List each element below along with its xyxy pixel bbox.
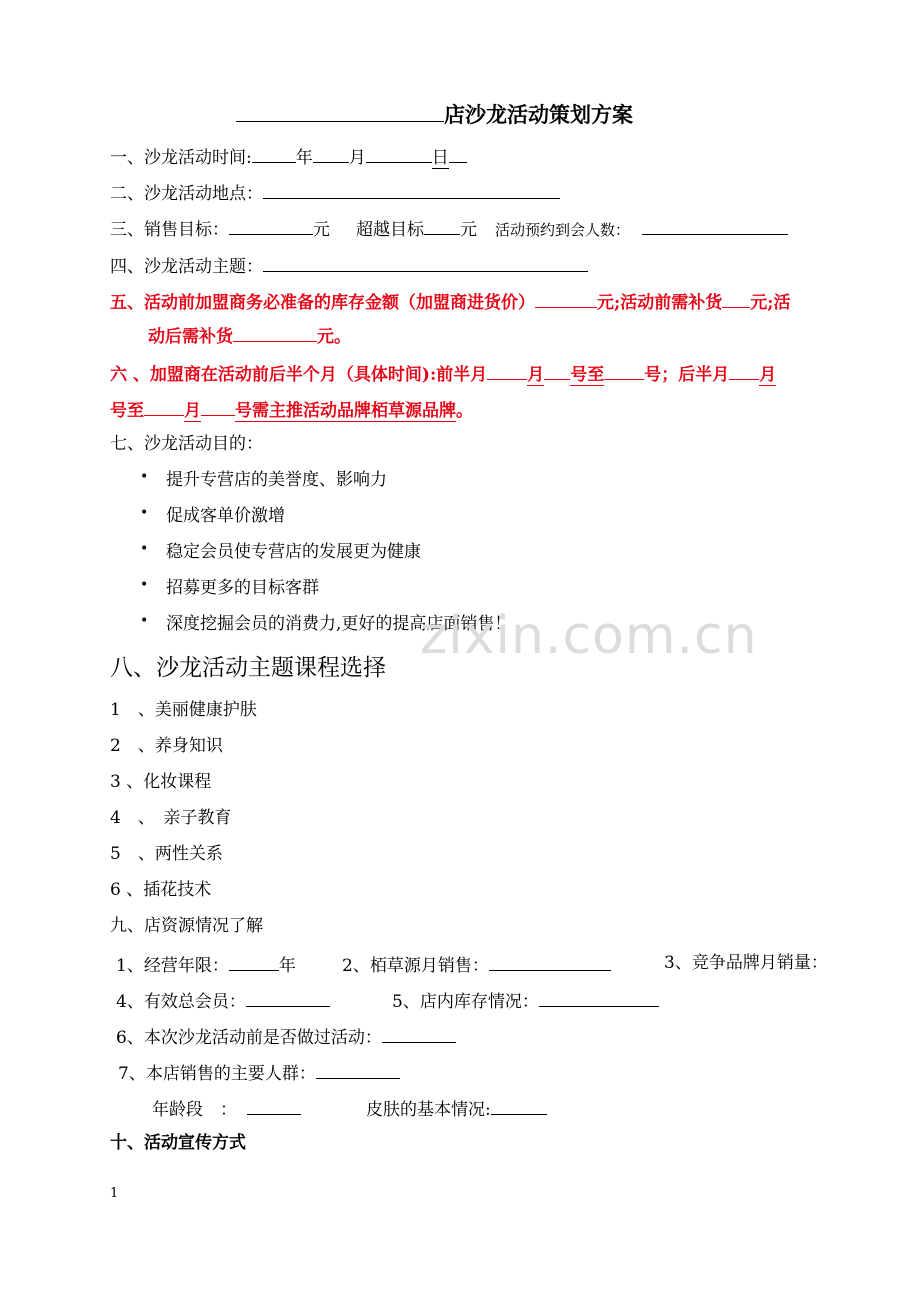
first-half-end-blank	[604, 360, 644, 380]
brand-sales-label: 2、栢草源月销售：	[342, 956, 489, 976]
first-half-to-label: 号至	[570, 365, 605, 385]
skin-label: 皮肤的基本情况:	[366, 1100, 491, 1120]
age-label: 年龄段 ：	[152, 1100, 237, 1120]
goal-item: 稳定会员使专营店的发展更为健康	[166, 542, 421, 562]
members-label: 4、有效总会员：	[116, 992, 246, 1012]
second-half-month-blank	[729, 360, 759, 380]
members-field	[116, 987, 330, 1014]
restock-after-unit: 元。	[317, 327, 351, 347]
reserved-attendees-blank	[642, 215, 788, 235]
section-5-label: 五、活动前加盟商务必准备的库存金额（加盟商进货价）	[110, 293, 535, 313]
section-1-label: 一、沙龙活动时间:	[110, 148, 252, 168]
watermark: zixin.com.cn	[420, 606, 758, 666]
theme-blank	[263, 252, 588, 272]
section-7-label: 七、沙龙活动目的：	[110, 434, 263, 454]
main-customers-blank	[316, 1059, 400, 1079]
inventory-blank	[539, 987, 659, 1007]
bullet-icon: •	[140, 505, 149, 521]
course-item: 3 、化妆课程	[110, 772, 212, 792]
section-4-label: 四、沙龙活动主题：	[110, 257, 263, 277]
section-4-theme	[110, 252, 588, 279]
course-item: 1 、美丽健康护肤	[110, 700, 257, 720]
skin-field	[366, 1095, 547, 1122]
inventory-label: 5、店内库存情况：	[392, 992, 539, 1012]
bullet-icon: •	[140, 613, 149, 629]
goal-item: 促成客单价激增	[166, 506, 285, 526]
section-10-label: 十、活动宣传方式	[110, 1133, 246, 1153]
second-half-label: 号；后半月	[644, 365, 730, 385]
course-item: 4 、 亲子教育	[110, 808, 232, 828]
year-unit: 年	[295, 148, 313, 168]
section-3-sales-target	[110, 215, 788, 242]
exceed-target-label: 超越目标	[356, 220, 424, 240]
second-half-to-label: 号至	[110, 401, 144, 421]
years-label: 1、经营年限：	[116, 956, 229, 976]
section-6-period	[110, 360, 776, 387]
bullet-icon: •	[140, 541, 149, 557]
first-half-month-unit: 月	[527, 365, 545, 385]
section-6-end: 。	[456, 401, 473, 421]
previous-activity-blank	[382, 1023, 456, 1043]
restock-after-label: 动后需补货	[148, 327, 233, 347]
brand-name: 栢草源品牌	[371, 401, 456, 421]
main-customers-field	[118, 1059, 400, 1086]
second-half-end-month-blank	[144, 396, 184, 416]
brand-sales-field	[342, 951, 611, 978]
members-blank	[246, 987, 330, 1007]
section-5-line-2	[148, 322, 351, 349]
inventory-amount-blank	[535, 288, 597, 308]
bullet-icon: •	[140, 469, 149, 485]
section-3-label: 三、销售目标：	[110, 220, 229, 240]
section-2-label: 二、沙龙活动地点：	[110, 184, 263, 204]
day-unit: 日	[431, 148, 449, 168]
skin-blank	[491, 1095, 547, 1115]
store-name-blank	[236, 99, 444, 122]
year-blank	[252, 143, 296, 163]
section-6-label: 六 、加盟商在活动前后半个月（具体时间):前半月	[110, 365, 488, 385]
age-blank	[247, 1095, 301, 1115]
day-blank	[366, 143, 432, 163]
restock-before-label: 元;活动前需补货	[597, 293, 723, 313]
month-blank	[313, 143, 349, 163]
resource-row-1	[116, 951, 296, 978]
section-9-label: 九、店资源情况了解	[110, 916, 263, 936]
section-6-line-2	[110, 396, 473, 423]
course-item: 2 、养身知识	[110, 736, 223, 756]
sales-target-blank	[229, 215, 313, 235]
section-1-time	[110, 143, 467, 170]
previous-activity-field	[116, 1023, 456, 1050]
goal-item: 深度挖掘会员的消费力,更好的提高店面销售！	[166, 614, 512, 634]
document-title	[236, 99, 633, 129]
course-item: 6 、插花技术	[110, 880, 212, 900]
promote-brand-label: 号需主推活动品牌	[235, 401, 371, 421]
age-field	[152, 1095, 301, 1122]
section-8-heading: 八、沙龙活动主题课程选择	[110, 655, 386, 681]
first-half-month-blank	[487, 360, 527, 380]
bullet-icon: •	[140, 577, 149, 593]
exceed-target-blank	[424, 215, 460, 235]
previous-activity-label: 6、本次沙龙活动前是否做过活动：	[116, 1028, 382, 1048]
brand-sales-blank	[489, 951, 611, 971]
course-item: 5 、两性关系	[110, 844, 223, 864]
goal-item: 招募更多的目标客群	[166, 578, 319, 598]
location-blank	[263, 179, 560, 199]
second-half-month-unit: 月	[759, 365, 777, 385]
main-customers-label: 7、本店销售的主要人群：	[118, 1064, 316, 1084]
inventory-field	[392, 987, 659, 1014]
goal-item: 提升专营店的美誉度、影响力	[166, 470, 387, 490]
first-half-day-blank	[544, 360, 570, 380]
restock-before-blank	[722, 288, 750, 308]
restock-after-blank	[233, 322, 317, 342]
second-half-end-day-blank	[201, 396, 235, 416]
yuan-unit-2: 元	[460, 220, 477, 240]
reserved-attendees-label: 活动预约到会人数：	[495, 221, 631, 239]
section-2-location	[110, 179, 560, 206]
page-number: 1	[110, 1186, 119, 1201]
yuan-unit-1: 元	[313, 220, 330, 240]
section-5-inventory	[110, 288, 791, 315]
years-blank	[229, 951, 279, 971]
second-half-end-month-unit: 月	[184, 401, 201, 421]
years-unit: 年	[278, 956, 296, 976]
title-text: 店沙龙活动策划方案	[444, 102, 633, 127]
restock-before-unit: 元;活	[750, 293, 791, 313]
day-tail-blank	[449, 143, 467, 163]
competitor-sales-label: 3、竞争品牌月销量：	[664, 953, 828, 973]
month-unit: 月	[348, 148, 366, 168]
